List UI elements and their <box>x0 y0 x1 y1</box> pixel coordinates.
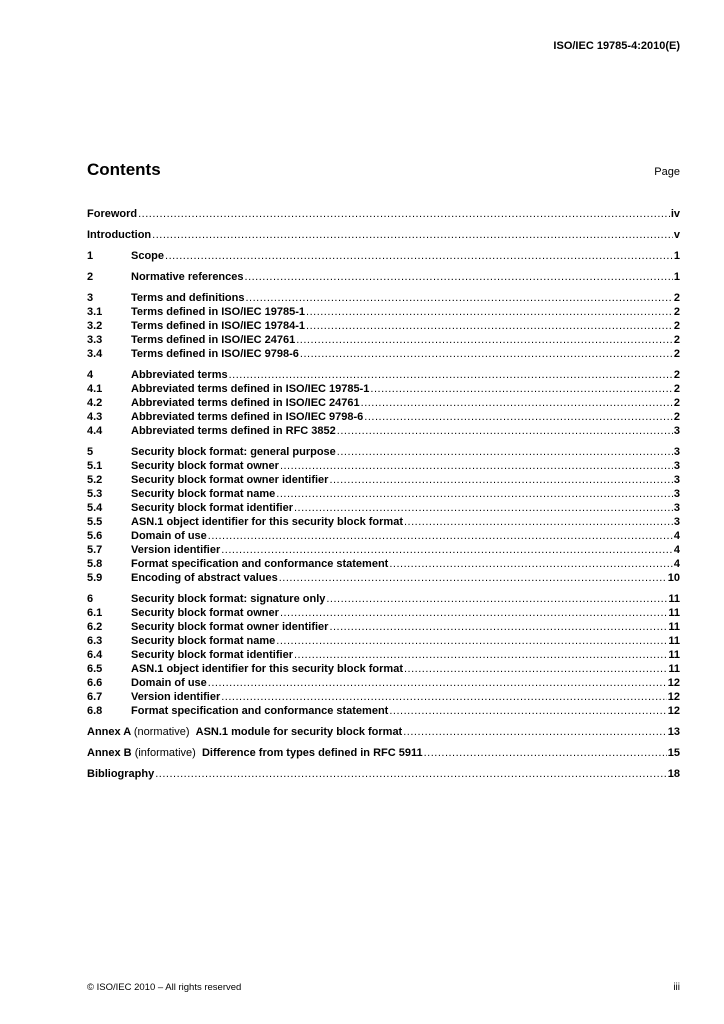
dot-leader <box>279 571 667 585</box>
toc-group <box>87 368 680 438</box>
toc-entry-number: 6.7 <box>87 691 103 703</box>
toc-entry-title <box>131 529 207 543</box>
annex-title-text: ASN.1 module for security block format <box>195 726 403 738</box>
toc-entry[interactable] <box>87 662 680 676</box>
toc-entry[interactable] <box>87 445 680 459</box>
toc-entry-title-text: Security block format owner identifier <box>131 474 329 486</box>
toc-entry-title <box>131 592 325 606</box>
dot-leader <box>152 228 673 242</box>
toc-group <box>87 270 680 284</box>
toc-entry-page: 13 <box>667 726 680 738</box>
toc-entry[interactable] <box>87 228 680 242</box>
toc-entry-title <box>131 347 299 361</box>
toc-entry-number: 1 <box>87 250 94 262</box>
toc-entry-page: 3 <box>673 446 680 458</box>
toc-group <box>87 228 680 242</box>
toc-entry-page: 11 <box>668 621 680 633</box>
toc-entry-title <box>131 676 207 690</box>
toc-entry[interactable] <box>87 746 680 760</box>
toc-entry-title-text: Terms defined in ISO/IEC 19784-1 <box>131 320 306 332</box>
annex-type-note: (informative) <box>134 747 196 759</box>
dot-leader <box>329 473 672 487</box>
dot-leader <box>294 648 667 662</box>
dot-leader <box>155 767 667 781</box>
toc-entry[interactable] <box>87 767 680 781</box>
toc-entry[interactable] <box>87 270 680 284</box>
toc-entry-number: 5 <box>87 446 94 458</box>
toc-entry-number: 6.3 <box>87 635 103 647</box>
toc-entry-page: 4 <box>673 558 680 570</box>
toc-entry-page: 4 <box>673 530 680 542</box>
toc-group <box>87 592 680 718</box>
toc-entry[interactable] <box>87 501 680 515</box>
toc-entry-title <box>87 767 154 781</box>
toc-entry-title-text: Abbreviated terms defined in ISO/IEC 9798-6 <box>131 411 364 423</box>
toc-entry-title <box>131 382 369 396</box>
table-of-contents <box>87 207 680 788</box>
toc-entry-title <box>131 445 336 459</box>
toc-entry-title-text: Bibliography <box>87 768 155 780</box>
toc-group <box>87 249 680 263</box>
toc-entry-page: 11 <box>668 649 680 661</box>
dot-leader <box>389 557 673 571</box>
toc-entry[interactable] <box>87 207 680 221</box>
document-id: ISO/IEC 19785-4:2010(E) <box>553 40 680 52</box>
toc-entry-number: 3.2 <box>87 320 103 332</box>
toc-entry-title <box>87 207 137 221</box>
toc-entry-number: 6.2 <box>87 621 103 633</box>
toc-entry-number: 4.4 <box>87 425 103 437</box>
toc-entry-title-text: Introduction <box>87 229 152 241</box>
toc-entry-number: 5.1 <box>87 460 103 472</box>
toc-entry-number: 5.9 <box>87 572 103 584</box>
toc-entry-title-text: Terms defined in ISO/IEC 24761 <box>131 334 296 346</box>
toc-entry-title-text: Version identifier <box>131 544 221 556</box>
dot-leader <box>165 249 673 263</box>
toc-entry[interactable] <box>87 676 680 690</box>
toc-entry[interactable] <box>87 333 680 347</box>
toc-entry-title <box>131 662 403 676</box>
toc-entry-page: 3 <box>673 502 680 514</box>
toc-entry-title-text: Encoding of abstract values <box>131 572 278 584</box>
toc-entry[interactable] <box>87 487 680 501</box>
toc-entry-title <box>131 634 275 648</box>
dot-leader <box>280 459 673 473</box>
toc-entry-page: 11 <box>668 635 680 647</box>
toc-entry-number: 3.4 <box>87 348 103 360</box>
toc-entry-number: 5.5 <box>87 516 103 528</box>
toc-entry-title-text: Format specification and conformance statement <box>131 558 389 570</box>
toc-entry-title-text: Normative references <box>131 271 244 283</box>
toc-entry-title-text: Security block format name <box>131 488 276 500</box>
toc-entry-title <box>131 396 360 410</box>
dot-leader <box>294 501 673 515</box>
toc-entry-title <box>131 690 220 704</box>
toc-entry-page: 2 <box>673 397 680 409</box>
toc-entry-title-text: Scope <box>131 250 165 262</box>
dot-leader <box>276 487 673 501</box>
toc-entry-title <box>131 704 388 718</box>
toc-entry-page: 2 <box>673 320 680 332</box>
dot-leader <box>404 515 673 529</box>
toc-entry-title <box>131 606 279 620</box>
dot-leader <box>337 424 673 438</box>
dot-leader <box>138 207 670 221</box>
toc-entry[interactable] <box>87 725 680 739</box>
toc-entry[interactable] <box>87 368 680 382</box>
toc-entry-page: 11 <box>668 593 680 605</box>
toc-entry-title-text: Security block format identifier <box>131 502 293 514</box>
toc-entry[interactable] <box>87 410 680 424</box>
toc-entry-number: 5.3 <box>87 488 103 500</box>
dot-leader <box>389 704 666 718</box>
toc-entry-title-text: Annex B <box>87 747 132 759</box>
toc-entry-number: 5.6 <box>87 530 103 542</box>
toc-entry-title <box>131 291 244 305</box>
toc-entry-number: 5.7 <box>87 544 103 556</box>
toc-entry-title <box>131 424 336 438</box>
toc-entry-title-text: Terms defined in ISO/IEC 9798-6 <box>131 348 299 360</box>
toc-entry[interactable] <box>87 459 680 473</box>
toc-entry-title-text: Security block format: general purpose <box>131 446 336 458</box>
toc-entry-page: 11 <box>668 663 680 675</box>
toc-entry[interactable] <box>87 515 680 529</box>
toc-entry-title <box>131 557 388 571</box>
toc-entry-title <box>131 515 403 529</box>
toc-entry-number: 2 <box>87 271 94 283</box>
toc-entry-page: 3 <box>673 460 680 472</box>
toc-entry-title-text: Version identifier <box>131 691 221 703</box>
toc-entry[interactable] <box>87 704 680 718</box>
toc-entry-title-text: Terms defined in ISO/IEC 19785-1 <box>131 306 306 318</box>
toc-entry-title <box>87 228 151 242</box>
toc-entry-title-text: Security block format: signature only <box>131 593 326 605</box>
toc-entry-number: 3 <box>87 292 94 304</box>
toc-entry-title <box>131 333 295 347</box>
toc-entry-page: 12 <box>667 691 680 703</box>
toc-entry-page: 2 <box>673 334 680 346</box>
toc-group <box>87 746 680 760</box>
toc-entry-title <box>131 543 220 557</box>
toc-entry-title-text: Annex A <box>87 726 131 738</box>
toc-entry-title-text: Security block format owner identifier <box>131 621 329 633</box>
toc-entry-page: 18 <box>667 768 680 780</box>
toc-entry[interactable] <box>87 592 680 606</box>
toc-entry-page: v <box>673 229 680 241</box>
toc-entry[interactable] <box>87 606 680 620</box>
dot-leader <box>221 690 667 704</box>
toc-entry-number: 5.2 <box>87 474 103 486</box>
toc-entry-title <box>131 571 278 585</box>
toc-entry-page: 12 <box>667 677 680 689</box>
dot-leader <box>403 725 667 739</box>
toc-entry-number: 6.1 <box>87 607 103 619</box>
dot-leader <box>208 529 673 543</box>
toc-entry-title-text: Security block format owner <box>131 607 279 619</box>
toc-entry-number: 6.4 <box>87 649 103 661</box>
toc-entry-page: 3 <box>673 425 680 437</box>
toc-entry-page: 3 <box>673 488 680 500</box>
toc-entry-title-text: Abbreviated terms <box>131 369 228 381</box>
toc-entry-number: 3.3 <box>87 334 103 346</box>
toc-entry-title-text: Domain of use <box>131 530 207 542</box>
toc-entry-title <box>131 459 279 473</box>
toc-entry-title <box>131 487 275 501</box>
toc-entry-title <box>131 501 293 515</box>
toc-entry-number: 3.1 <box>87 306 103 318</box>
toc-entry-page: 15 <box>667 747 680 759</box>
copyright-notice: © ISO/IEC 2010 – All rights reserved <box>87 982 242 993</box>
toc-entry-title <box>131 249 164 263</box>
toc-group <box>87 445 680 585</box>
toc-entry-title-text: Abbreviated terms defined in ISO/IEC 24761 <box>131 397 360 409</box>
toc-entry[interactable] <box>87 620 680 634</box>
toc-entry[interactable] <box>87 571 680 585</box>
toc-entry-page: 2 <box>673 348 680 360</box>
toc-entry[interactable] <box>87 529 680 543</box>
toc-group <box>87 207 680 221</box>
toc-entry-title <box>131 648 293 662</box>
toc-entry-title <box>131 270 244 284</box>
dot-leader <box>337 445 673 459</box>
toc-entry-title-text: Abbreviated terms defined in ISO/IEC 19785-1 <box>131 383 370 395</box>
toc-entry-page: 11 <box>668 607 680 619</box>
toc-entry-number: 4.1 <box>87 383 103 395</box>
dot-leader <box>300 347 673 361</box>
toc-entry-title <box>131 368 228 382</box>
dot-leader <box>306 319 673 333</box>
toc-entry[interactable] <box>87 249 680 263</box>
dot-leader <box>329 620 667 634</box>
annex-title-text: Difference from types defined in RFC 5911 <box>201 747 423 759</box>
toc-entry-title <box>131 620 328 634</box>
toc-entry-number: 6 <box>87 593 94 605</box>
toc-entry-number: 6.6 <box>87 677 103 689</box>
toc-entry[interactable] <box>87 557 680 571</box>
toc-entry[interactable] <box>87 690 680 704</box>
dot-leader <box>370 382 672 396</box>
toc-entry-page: 10 <box>667 572 680 584</box>
toc-entry-number: 6.5 <box>87 663 103 675</box>
annex-type-note: (normative) <box>133 726 190 738</box>
dot-leader <box>280 606 667 620</box>
toc-entry-title-text: Format specification and conformance statement <box>131 705 389 717</box>
toc-entry[interactable] <box>87 382 680 396</box>
toc-entry-title-text: Domain of use <box>131 677 207 689</box>
page-number: iii <box>673 982 680 993</box>
toc-entry-number: 4 <box>87 369 94 381</box>
toc-entry[interactable] <box>87 473 680 487</box>
toc-entry[interactable] <box>87 305 680 319</box>
toc-entry-title-text: ASN.1 object identifier for this security block format <box>131 516 403 528</box>
dot-leader <box>276 634 667 648</box>
toc-entry-title <box>131 410 363 424</box>
toc-entry-page: 3 <box>673 474 680 486</box>
toc-entry-page: 2 <box>673 369 680 381</box>
toc-group <box>87 291 680 361</box>
dot-leader <box>229 368 673 382</box>
toc-entry-number: 4.3 <box>87 411 103 423</box>
toc-entry[interactable] <box>87 291 680 305</box>
dot-leader <box>306 305 673 319</box>
toc-entry-page: iv <box>670 208 680 220</box>
toc-entry-page: 3 <box>673 516 680 528</box>
toc-entry[interactable] <box>87 634 680 648</box>
toc-entry-title-text: Security block format identifier <box>131 649 293 661</box>
toc-entry-number: 5.4 <box>87 502 103 514</box>
page-title: Contents <box>87 160 161 179</box>
dot-leader <box>326 592 667 606</box>
dot-leader <box>245 270 673 284</box>
toc-entry-page: 1 <box>673 271 680 283</box>
toc-entry-title-text: Abbreviated terms defined in RFC 3852 <box>131 425 336 437</box>
toc-entry-title-text: Security block format owner <box>131 460 279 472</box>
toc-entry-title <box>131 473 328 487</box>
toc-entry[interactable] <box>87 648 680 662</box>
dot-leader <box>221 543 673 557</box>
toc-entry-title <box>131 305 305 319</box>
toc-entry-title-text: ASN.1 object identifier for this security block format <box>131 663 403 675</box>
toc-group <box>87 767 680 781</box>
toc-entry-number: 5.8 <box>87 558 103 570</box>
dot-leader <box>424 746 667 760</box>
toc-entry[interactable] <box>87 424 680 438</box>
dot-leader <box>404 662 667 676</box>
page-column-label: Page <box>654 166 680 178</box>
toc-entry-title <box>87 725 402 739</box>
toc-entry-page: 2 <box>673 292 680 304</box>
toc-entry-number: 4.2 <box>87 397 103 409</box>
toc-entry-page: 1 <box>673 250 680 262</box>
toc-entry-title-text: Terms and definitions <box>131 292 245 304</box>
toc-entry-page: 2 <box>673 411 680 423</box>
toc-entry-page: 12 <box>667 705 680 717</box>
toc-entry[interactable] <box>87 396 680 410</box>
toc-entry-title <box>87 746 423 760</box>
toc-entry[interactable] <box>87 543 680 557</box>
dot-leader <box>245 291 672 305</box>
toc-entry[interactable] <box>87 347 680 361</box>
toc-entry-title <box>131 319 305 333</box>
dot-leader <box>296 333 673 347</box>
dot-leader <box>208 676 667 690</box>
toc-group <box>87 725 680 739</box>
toc-entry-page: 4 <box>673 544 680 556</box>
toc-entry-page: 2 <box>673 306 680 318</box>
toc-entry-number: 6.8 <box>87 705 103 717</box>
dot-leader <box>361 396 673 410</box>
toc-entry[interactable] <box>87 319 680 333</box>
toc-entry-title-text: Foreword <box>87 208 138 220</box>
dot-leader <box>364 410 673 424</box>
toc-entry-title-text: Security block format name <box>131 635 276 647</box>
toc-entry-page: 2 <box>673 383 680 395</box>
contents-heading-row <box>87 160 680 180</box>
